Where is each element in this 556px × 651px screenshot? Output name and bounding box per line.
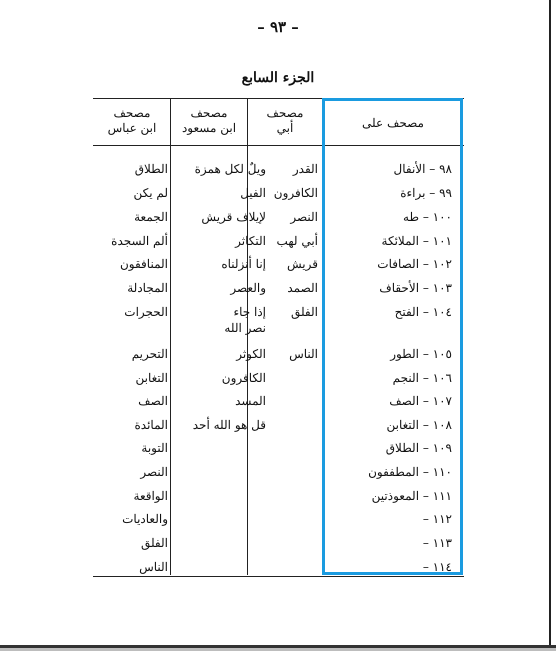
table-cell: والعصر	[230, 281, 266, 295]
header-mushaf-ubayy	[248, 106, 322, 136]
table-cell: التحريم	[131, 347, 168, 361]
page-number: – ٩٣ –	[257, 18, 299, 36]
table-cell: ١٠٣ – الأحقاف	[379, 281, 452, 295]
table-cell: نصر الله	[224, 321, 266, 335]
table-cell: الصمد	[287, 281, 318, 295]
table-cell: ١٠٠ – طه	[403, 210, 452, 224]
table-cell: إذا جاء	[233, 305, 266, 319]
header-label: ابن مسعود	[181, 121, 237, 135]
header-mushaf-ibn-abbas	[94, 106, 170, 136]
table-cell: الحجرات	[124, 305, 168, 319]
section-title: الجزء السابع	[241, 70, 315, 86]
header-label: مصحف	[190, 106, 228, 120]
header-label: أبي	[276, 121, 294, 135]
table-cell: ١١١ – المعوذتين	[371, 489, 452, 503]
table-cell: ١٠٦ – النجم	[392, 371, 452, 385]
table-cell: الكوثر	[236, 347, 266, 361]
table-cell: المسد	[235, 394, 266, 408]
table-cell: الكافرون	[221, 371, 266, 385]
table-cell: والعاديات	[122, 512, 168, 526]
table-cell: لإيلاف قريش	[201, 210, 266, 224]
table-cell: أبي لهب	[276, 234, 318, 248]
table-cell: ١١٤ –	[422, 560, 452, 574]
page-frame-right	[549, 0, 551, 651]
table-cell: القدر	[292, 162, 318, 176]
table-cell: المنافقون	[119, 257, 168, 271]
table-cell: إنا أنزلناه	[221, 257, 266, 271]
table-cell: ١٠٨ – التغابن	[386, 418, 452, 432]
table-cell: الطلاق	[134, 162, 168, 176]
table-cell: ١٠٥ – الطور	[390, 347, 452, 361]
table-cell: ١٠٢ – الصافات	[377, 257, 452, 271]
table-cell: ١١٢ –	[422, 512, 452, 526]
table-cell: ١٠٧ – الصف	[389, 394, 452, 408]
header-label: مصحف	[266, 106, 304, 120]
table-cell: الكافرون	[273, 186, 318, 200]
table-cell: التوبة	[141, 441, 168, 455]
table-cell: التكاثر	[235, 234, 266, 248]
table-cell: ١١٣ –	[422, 536, 452, 550]
table-cell: الفلق	[140, 536, 168, 550]
header-mushaf-ibn-masud	[171, 106, 247, 136]
table-cell: التغابن	[135, 371, 168, 385]
table-cell: ويلٌ لكل همزة	[194, 162, 266, 176]
header-label: ابن عباس	[107, 121, 157, 135]
table-cell: النصر	[290, 210, 318, 224]
table-cell: الناس	[139, 560, 168, 574]
table-cell: لم يكن	[133, 186, 168, 200]
table-cell: الواقعة	[133, 489, 168, 503]
table-cell: ٩٨ – الأنفال	[393, 162, 452, 176]
table-cell: ٩٩ – براءة	[400, 186, 452, 200]
table-cell: الناس	[289, 347, 318, 361]
table-cell: الصف	[138, 394, 168, 408]
header-label: مصحف علی	[362, 116, 424, 130]
table-cell: قل هو الله أحد	[192, 418, 266, 432]
table-cell: ١٠١ – الملائكة	[381, 234, 452, 248]
table-cell: الفيل	[240, 186, 266, 200]
table-cell: ١٠٩ – الطلاق	[385, 441, 452, 455]
table-cell: الفلق	[290, 305, 318, 319]
highlight-box	[322, 98, 463, 575]
table-cell: ألم السجدة	[111, 234, 168, 248]
column-divider	[170, 98, 171, 575]
table-cell: ١٠٤ – الفتح	[394, 305, 452, 319]
table-cell: النصر	[140, 465, 168, 479]
table-cell: المائدة	[134, 418, 168, 432]
table-cell: ١١٠ – المطففون	[368, 465, 452, 479]
table-cell: المجادلة	[127, 281, 168, 295]
table-cell: قريش	[287, 257, 318, 271]
table-cell: الجمعة	[134, 210, 168, 224]
header-label: مصحف	[113, 106, 151, 120]
